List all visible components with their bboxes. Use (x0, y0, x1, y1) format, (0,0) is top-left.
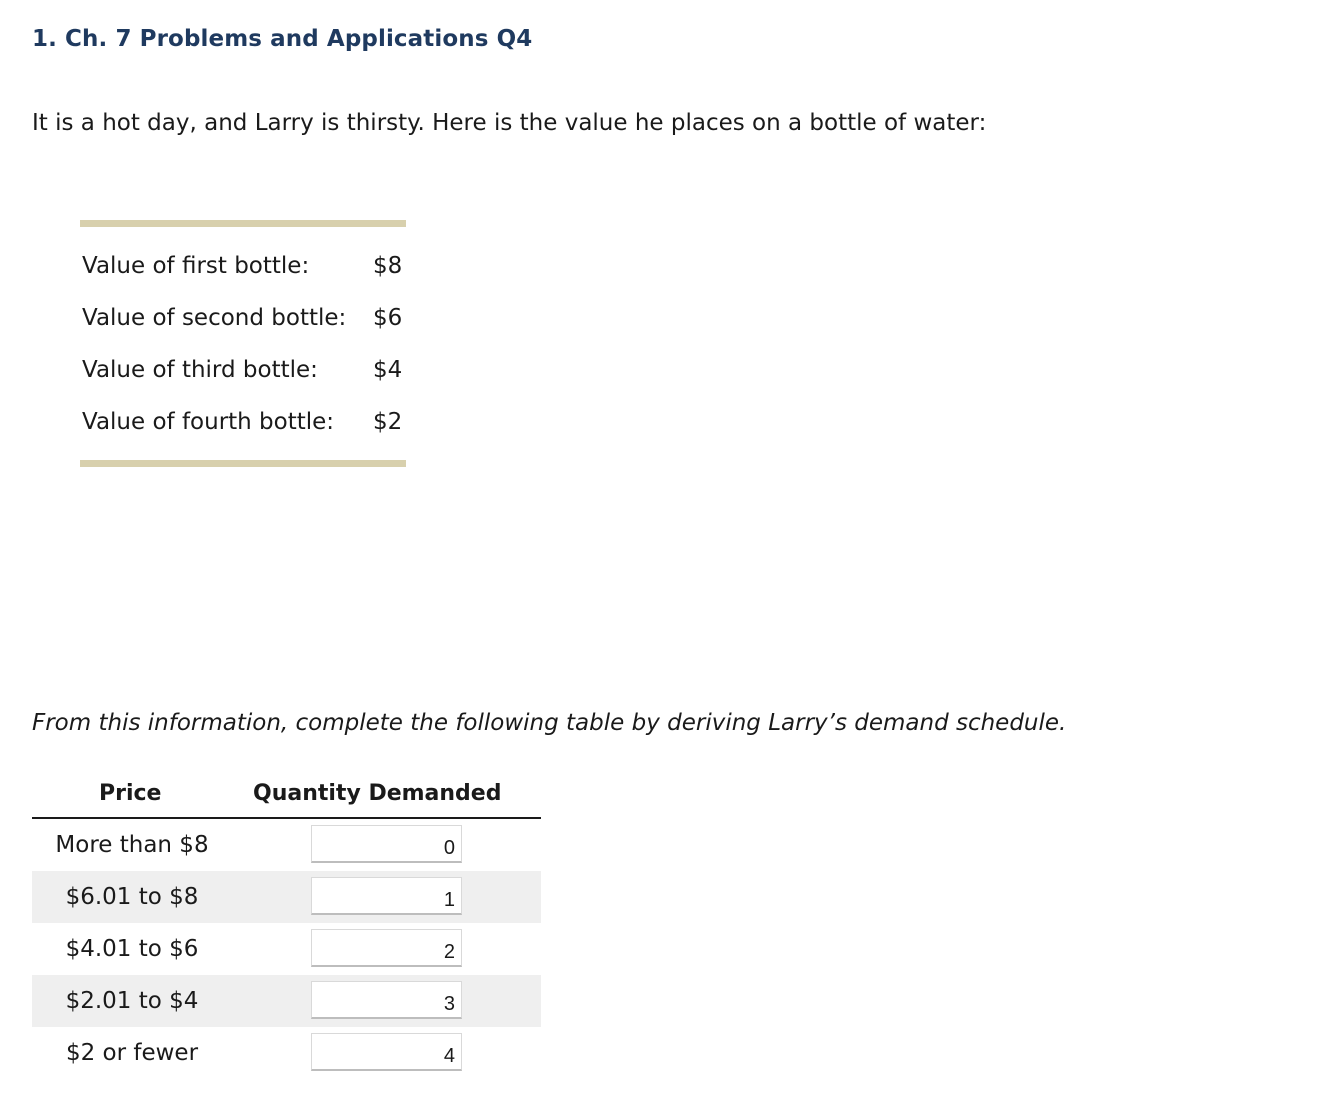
table-row (32, 975, 541, 1027)
quantity-input[interactable]: 3 (311, 981, 462, 1019)
quantity-input[interactable]: 0 (311, 825, 462, 863)
value-row-fourth (82, 402, 403, 442)
quantity-input[interactable]: 4 (311, 1033, 462, 1071)
value-row-third (82, 350, 403, 390)
table-row (32, 819, 541, 871)
price-cell: $4.01 to $6 (65, 936, 199, 962)
value-table-bottom-rule (80, 460, 406, 467)
value-label: Value of second bottle: (82, 305, 347, 331)
value-label: Value of third bottle: (82, 357, 318, 383)
price-cell: $6.01 to $8 (65, 884, 199, 910)
value-label: Value of fourth bottle: (82, 409, 335, 435)
price-cell: $2.01 to $4 (65, 988, 199, 1014)
table-row (32, 1027, 541, 1079)
value-amount: $6 (373, 305, 403, 331)
demand-schedule-table (32, 775, 541, 1079)
value-label: Value of first bottle: (82, 253, 310, 279)
quantity-input[interactable]: 1 (311, 877, 462, 915)
price-column-header: Price (99, 781, 162, 806)
table-header-row (32, 775, 541, 819)
value-amount: $4 (373, 357, 403, 383)
value-amount: $2 (373, 409, 403, 435)
table-row (32, 871, 541, 923)
quantity-input[interactable]: 2 (311, 929, 462, 967)
value-row-second (82, 298, 403, 338)
value-row-first (82, 246, 403, 286)
price-cell: More than $8 (55, 832, 209, 858)
quantity-column-header: Quantity Demanded (253, 781, 502, 806)
value-table-top-rule (80, 220, 406, 227)
question-title: 1. Ch. 7 Problems and Applications Q4 (32, 26, 533, 52)
table-row (32, 923, 541, 975)
price-cell: $2 or fewer (65, 1040, 199, 1066)
value-table (80, 220, 406, 435)
value-amount: $8 (373, 253, 403, 279)
question-instruction: From this information, complete the following table by deriving Larry’s demand schedule. (32, 710, 1067, 736)
question-intro: It is a hot day, and Larry is thirsty. Here is the value he places on a bottle of water: (32, 110, 987, 136)
